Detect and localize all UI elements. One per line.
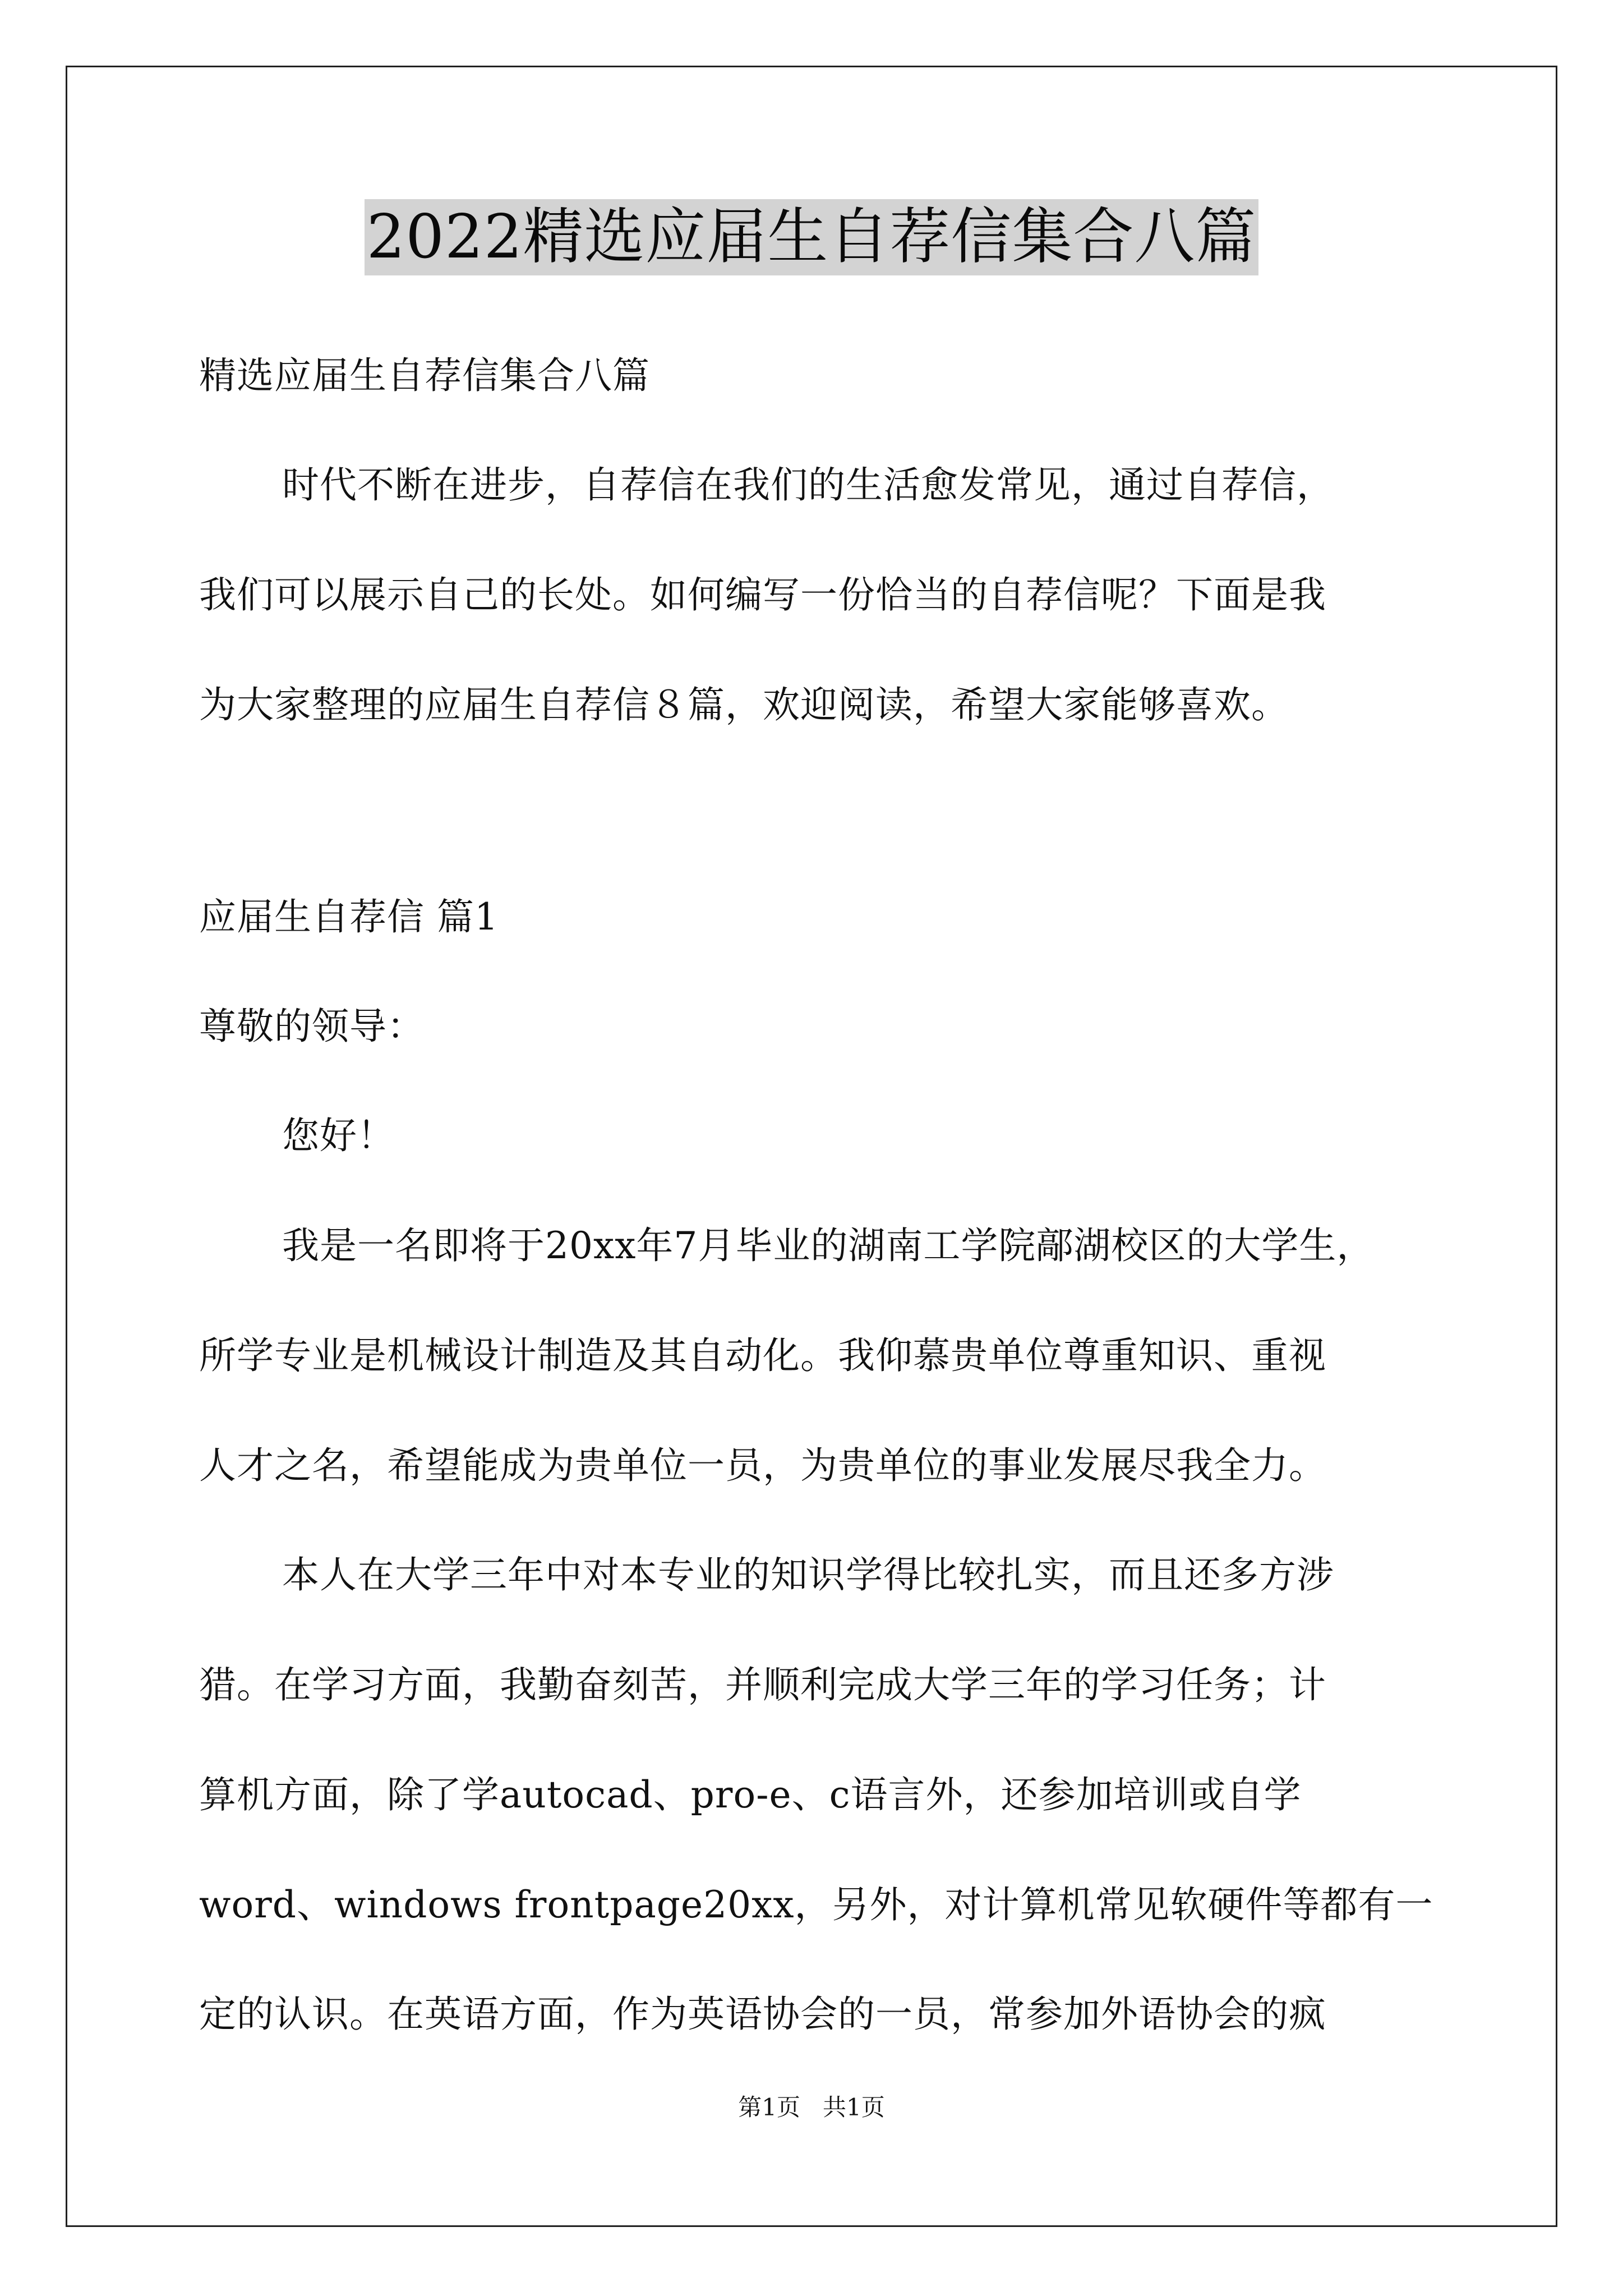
body-line: 为大家整理的应届生自荐信８篇，欢迎阅读，希望大家能够喜欢。 bbox=[199, 683, 1289, 726]
body-line: 所学专业是机械设计制造及其自动化。我仰慕贵单位尊重知识、重视 bbox=[199, 1334, 1326, 1377]
salutation: 尊敬的领导： bbox=[199, 1005, 425, 1048]
body-line: 定的认识。在英语方面，作为英语协会的一员，常参加外语协会的疯 bbox=[199, 1993, 1326, 2036]
body-line: 我们可以展示自己的长处。如何编写一份恰当的自荐信呢？下面是我 bbox=[199, 573, 1326, 616]
greeting: 您好！ bbox=[282, 1114, 395, 1157]
body-line: 我是一名即将于20xx年7月毕业的湖南工学院鄗湖校区的大学生， bbox=[282, 1224, 1375, 1267]
body-line: 人才之名，希望能成为贵单位一员，为贵单位的事业发展尽我全力。 bbox=[199, 1444, 1326, 1487]
page-footer: 第1页 共1页 bbox=[738, 2093, 885, 2121]
title-container bbox=[0, 199, 1623, 275]
section-heading: 应届生自荐信 篇1 bbox=[199, 895, 499, 938]
body-line: 时代不断在进步，自荐信在我们的生活愈发常见，通过自荐信， bbox=[282, 463, 1334, 507]
subtitle-line: 精选应届生自荐信集合八篇 bbox=[199, 354, 650, 397]
body-line: 本人在大学三年中对本专业的知识学得比较扎实，而且还多方涉 bbox=[282, 1553, 1334, 1596]
document-title: 2022精选应届生自荐信集合八篇 bbox=[365, 199, 1259, 275]
body-line: 算机方面，除了学autocad、pro-e、c语言外，还参加培训或自学 bbox=[199, 1773, 1302, 1816]
body-line: 猎。在学习方面，我勤奋刻苦，并顺利完成大学三年的学习任务；计 bbox=[199, 1663, 1326, 1706]
body-line: word、windows frontpage20xx，另外，对计算机常见软硬件等都有一 bbox=[199, 1883, 1433, 1926]
